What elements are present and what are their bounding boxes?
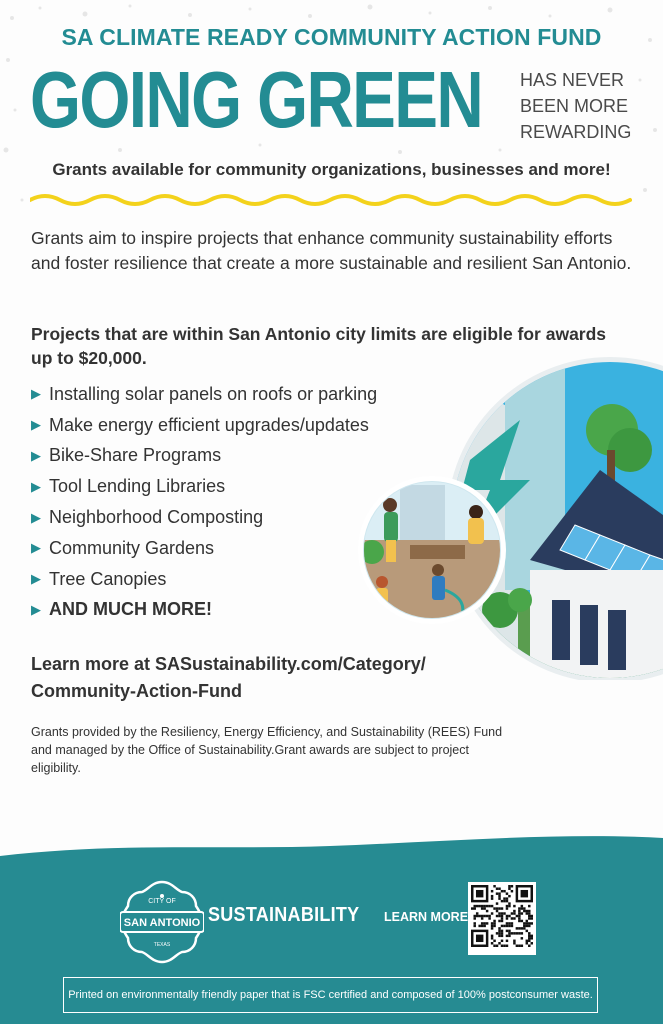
- list-item: [31, 533, 377, 564]
- list-item-text: Neighborhood Composting: [49, 507, 264, 528]
- footer-wave: [0, 820, 663, 860]
- intro-paragraph: Grants aim to inspire projects that enhance community sustainability efforts and foster resilience that create a more sustainable and resilient San Antonio.: [31, 228, 632, 273]
- list-item: [31, 595, 377, 626]
- triangle-right-icon: ▶: [31, 601, 41, 617]
- list-item-text: Make energy efficient upgrades/updates: [49, 414, 369, 435]
- list-item-text: AND MUCH MORE!: [49, 599, 212, 620]
- list-item: [31, 502, 377, 533]
- sustainability-illustration: [350, 350, 663, 680]
- list-item-text: Bike-Share Programs: [49, 445, 222, 466]
- list-item-text: Tool Lending Libraries: [49, 476, 226, 497]
- learn-more-line-2: Community-Action-Fund: [31, 681, 242, 701]
- triangle-right-icon: ▶: [31, 571, 41, 587]
- list-item: [31, 379, 377, 410]
- fund-title: SA CLIMATE READY COMMUNITY ACTION FUND: [61, 24, 602, 50]
- qr-code-graphic: [471, 885, 533, 947]
- triangle-right-icon: ▶: [31, 417, 41, 433]
- qr-code-icon[interactable]: [468, 882, 536, 955]
- list-item: [31, 471, 377, 502]
- headline: GOING GREEN: [30, 55, 483, 144]
- fine-print: Grants provided by the Resiliency, Energy Efficiency, and Sustainability (REES) Fund and managed by the Office of Sustainability.Grant awards are subject to project eligibility.: [31, 725, 503, 775]
- list-item-text: Community Gardens: [49, 537, 215, 558]
- list-item: [31, 564, 377, 595]
- learn-more-url: [31, 651, 591, 705]
- subhead: Grants available for community organizations, businesses and more!: [52, 160, 611, 179]
- city-seal-icon: [120, 880, 204, 964]
- project-list: [31, 379, 377, 625]
- tagline: [520, 67, 660, 145]
- printed-note: Printed on environmentally friendly paper that is FSC certified and composed of 100% postconsumer waste.: [63, 977, 598, 1013]
- tagline-line-3: REWARDING: [520, 122, 632, 142]
- yellow-wave-divider: [30, 190, 632, 210]
- triangle-right-icon: ▶: [31, 509, 41, 525]
- department-name: SUSTAINABILITY: [208, 904, 360, 926]
- seal-bottom-text: TEXAS: [153, 942, 171, 948]
- triangle-right-icon: ▶: [31, 540, 41, 556]
- triangle-right-icon: ▶: [31, 447, 41, 463]
- eligibility-statement: Projects that are within San Antonio city limits are eligible for awards up to $20,000.: [31, 324, 607, 368]
- learn-more-label: LEARN MORE: [384, 910, 469, 924]
- tagline-line-2: BEEN MORE: [520, 96, 629, 116]
- triangle-right-icon: ▶: [31, 478, 41, 494]
- list-item: [31, 441, 377, 472]
- triangle-right-icon: ▶: [31, 386, 41, 402]
- list-item-text: Tree Canopies: [49, 568, 167, 589]
- list-item: [31, 410, 377, 441]
- seal-top-text: CITY OF: [148, 898, 176, 905]
- tagline-line-1: HAS NEVER: [520, 70, 625, 90]
- seal-name-text: SAN ANTONIO: [123, 917, 201, 929]
- list-item-text: Installing solar panels on roofs or parking: [49, 383, 378, 404]
- learn-more-line-1: Learn more at SASustainability.com/Category/: [31, 654, 426, 674]
